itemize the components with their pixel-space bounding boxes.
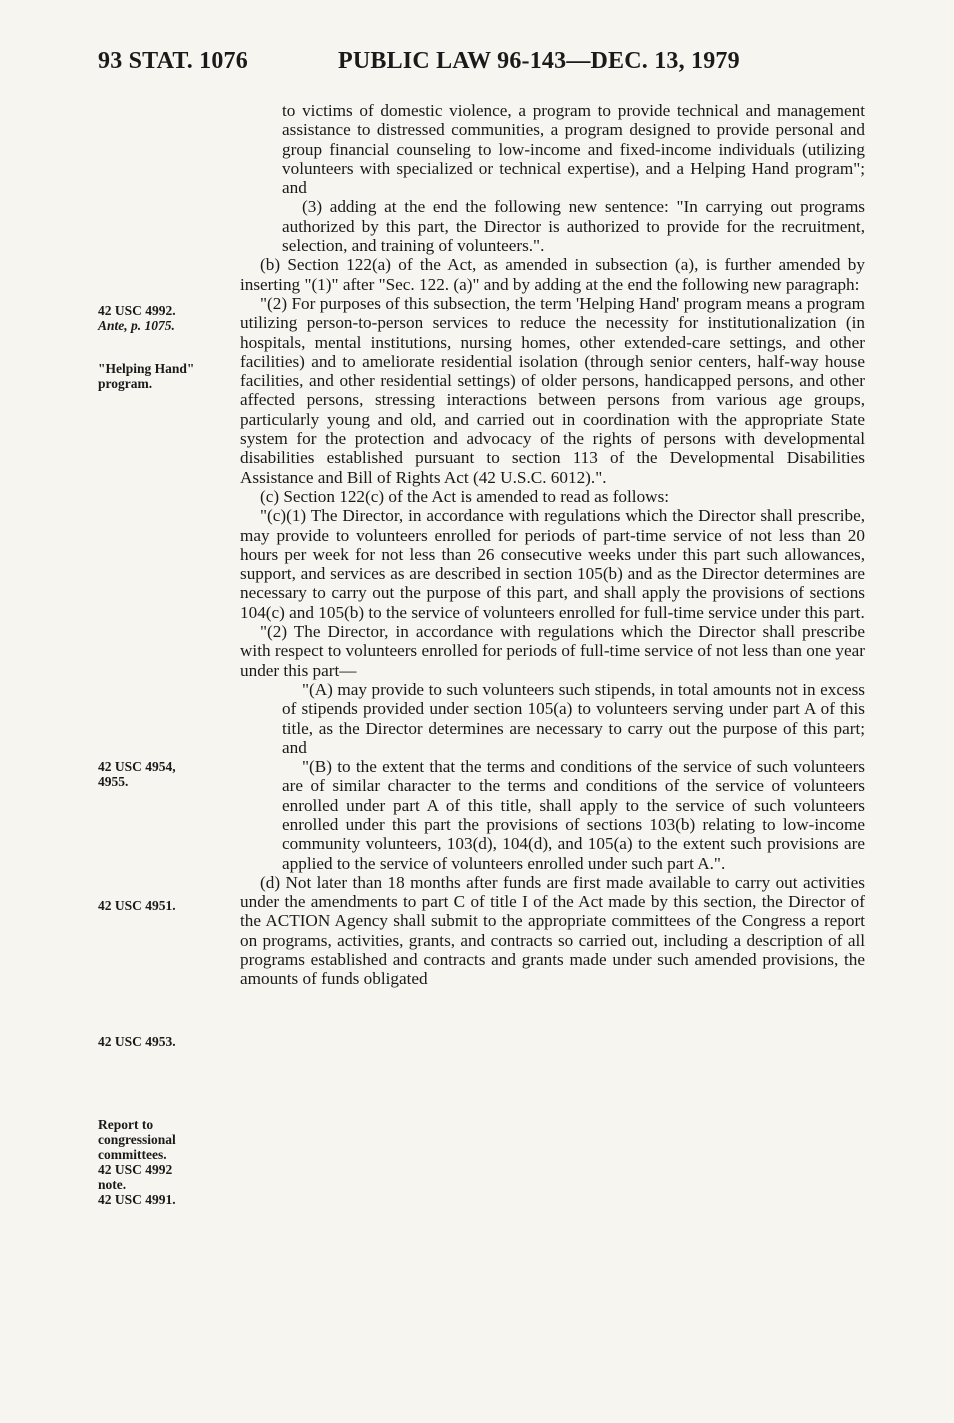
statute-page-number: 93 STAT. 1076 xyxy=(98,48,248,74)
margin-note-line: committees. xyxy=(98,1147,167,1162)
paragraph-subsection-d: (d) Not later than 18 months after funds are first made available to carry out activities under the amendments to part C of title I of the Act made by this section, the Director of the ACTION Agency shall submit to the appropriate committees of the Congress a report on programs, activities, grants, and contracts so carried out, including a description of all programs established and contracts and grants made under such amended provisions, the amounts of funds obligated xyxy=(240,872,865,989)
margin-note-line: congressional xyxy=(98,1132,176,1147)
margin-note-line: Ante, p. 1075. xyxy=(98,318,175,333)
margin-note-42usc4992 xyxy=(98,303,233,333)
page-header xyxy=(98,48,858,84)
paragraph-3-new-sentence: (3) adding at the end the following new sentence: "In carrying out programs authorized by this part, the Director is authorized to provide for the recruitment, selection, and training of volunteers.". xyxy=(282,197,865,256)
paragraph-continuation: to victims of domestic violence, a program to provide technical and management assistance to distressed communities, a program designed to provide personal and group financial counseling to low-income and fixed-income individuals (utilizing volunteers with specialized or technical expertise), and a Helping Hand program"; and xyxy=(282,101,865,198)
margin-note-line: 42 USC 4992. xyxy=(98,303,176,318)
paragraph-helping-hand-definition: "(2) For purposes of this subsection, the term 'Helping Hand' program means a program utilizing person-to-person services to reduce the necessity for institutionalization (in hospitals, mental institutions, nursing homes, other extended-care settings, and other facilities) and to ameliorate residential isolation (through senior centers, half-way house facilities, and other residential settings) of older persons, handicapped persons, and other affected persons, stressing interactions between persons from various age groups, particularly young and old, and carried out in coordination with the appropriate State system for the protection and advocacy of the rights of persons with developmental disabilities established pursuant to section 113 of the Developmental Disabilities Assistance and Bill of Rights Act (42 U.S.C. 6012).". xyxy=(240,293,865,487)
margin-note-report xyxy=(98,1117,233,1207)
margin-note-line: 42 USC 4992 xyxy=(98,1162,173,1177)
paragraph-c2: "(2) The Director, in accordance with regulations which the Director shall prescribe with respect to volunteers enrolled for periods of full-time service of not less than one year under this part— xyxy=(240,622,865,680)
margin-note-42usc4954 xyxy=(98,759,233,789)
margin-note-line: 42 USC 4951. xyxy=(98,898,176,913)
margin-note-42usc4953 xyxy=(98,1034,233,1049)
law-title: PUBLIC LAW 96-143—DEC. 13, 1979 xyxy=(338,48,740,74)
margin-note-line: 42 USC 4991. xyxy=(98,1192,176,1207)
margin-note-line: Report to xyxy=(98,1117,154,1132)
margin-note-line: "Helping Hand" xyxy=(98,361,195,376)
margin-note-line: 42 USC 4953. xyxy=(98,1034,176,1049)
paragraph-c2-A: "(A) may provide to such volunteers such stipends, in total amounts not in excess of stipends provided under section 105(a) to volunteers serving under part A of this title, as the Director determines are necessary to carry out the purpose of this part; and xyxy=(282,679,865,757)
paragraph-subsection-b: (b) Section 122(a) of the Act, as amended in subsection (a), is further amended by inserting "(1)" after "Sec. 122. (a)" and by adding at the end the following new paragraph: xyxy=(240,255,865,294)
margin-note-line: 4955. xyxy=(98,774,129,789)
paragraph-subsection-c: (c) Section 122(c) of the Act is amended to read as follows: xyxy=(260,486,670,506)
margin-note-helping-hand xyxy=(98,361,233,391)
margin-note-line: note. xyxy=(98,1177,127,1192)
margin-note-line: 42 USC 4954, xyxy=(98,759,176,774)
paragraph-c1: "(c)(1) The Director, in accordance with regulations which the Director shall prescribe, may provide to volunteers enrolled for periods of part-time service of not less than 20 hours per week for not less than 26 consecutive weeks under this part such allowances, support, and services as are described in section 105(b) and as the Director determines are necessary to carry out the purpose of this part, and shall apply the provisions of sections 104(c) and 105(b) to the service of volunteers enrolled for full-time service under this part. xyxy=(240,506,865,622)
margin-note-42usc4951 xyxy=(98,898,233,913)
margin-note-line: program. xyxy=(98,376,153,391)
paragraph-c2-B: "(B) to the extent that the terms and conditions of the service of such volunteers are of similar character to the terms and conditions of the service of volunteers enrolled under part A of this title, shall apply to the service of such volunteers enrolled under this part the provisions of sections 103(b) relating to low-income community volunteers, 103(d), 104(d), and 105(a) to the extent such provisions are applied to the service of volunteers enrolled under such part A.". xyxy=(282,757,865,873)
statute-body-text xyxy=(240,101,865,989)
